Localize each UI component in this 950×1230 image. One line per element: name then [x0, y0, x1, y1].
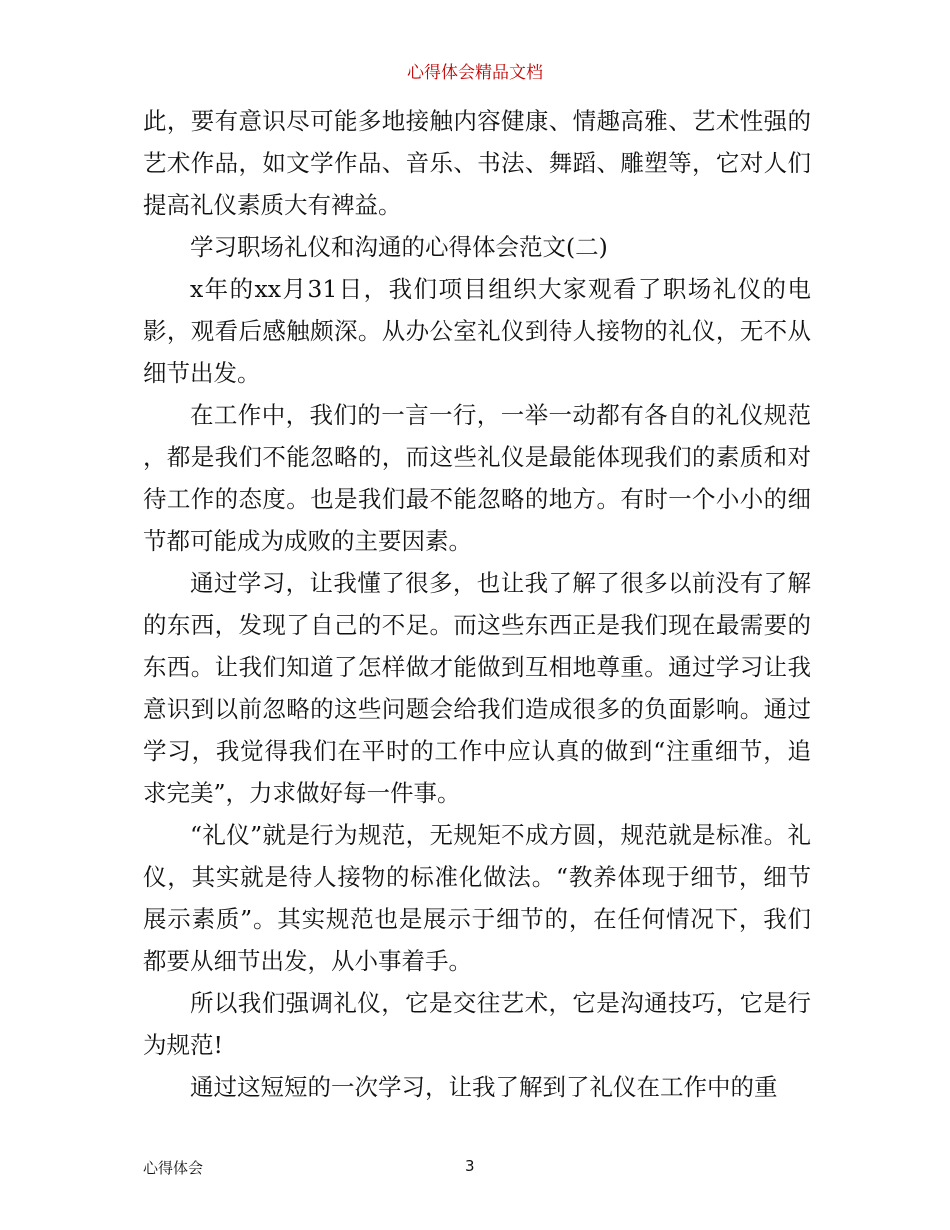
paragraph: 在工作中，我们的一言一行，一举一动都有各自的礼仪规范 ，都是我们不能忽略的，而这些礼仪是最能体现我们的素质和对待工作的态度。也是我们最不能忽略的地方。有时一个小小的细节都可能成为成败的主要因素。 [143, 401, 811, 555]
paragraph: 所以我们强调礼仪，它是交往艺术，它是沟通技巧，它是行为规范! [143, 989, 811, 1059]
page-number: 3 [465, 1157, 475, 1175]
footer-label: 心得体会 [143, 1159, 204, 1177]
paragraph: “礼仪”就是行为规范，无规矩不成方圆，规范就是标准。礼仪，其实就是待人接物的标准化做法。“教养体现于细节，细节展示素质”。其实规范也是展示于细节的，在任何情况下，我们都要从细节出发，从小事着手。 [143, 821, 811, 975]
paragraph-continuation: 此，要有意识尽可能多地接触内容健康、情趣高雅、艺术性强的艺术作品，如文学作品、音乐、书法、舞蹈、雕塑等，它对人们提高礼仪素质大有裨益。 [143, 107, 811, 219]
section-heading: 学习职场礼仪和沟通的心得体会范文(二) [190, 233, 608, 261]
page-header-title: 心得体会精品文档 [407, 63, 543, 83]
paragraph: 通过学习，让我懂了很多，也让我了解了很多以前没有了解的东西，发现了自己的不足。而这些东西正是我们现在最需要的东西。让我们知道了怎样做才能做到互相地尊重。通过学习让我意识到以前忽略的这些问题会给我们造成很多的负面影响。通过学习，我觉得我们在平时的工作中应认真的做到“注重细节，追求完美”，力求做好每一件事。 [143, 569, 811, 807]
document-body [143, 100, 811, 1108]
paragraph: x年的xx月31日，我们项目组织大家观看了职场礼仪的电影，观看后感触颇深。从办公室礼仪到待人接物的礼仪，无不从细节出发。 [143, 275, 811, 387]
paragraph: 通过这短短的一次学习，让我了解到了礼仪在工作中的重 [190, 1073, 778, 1101]
